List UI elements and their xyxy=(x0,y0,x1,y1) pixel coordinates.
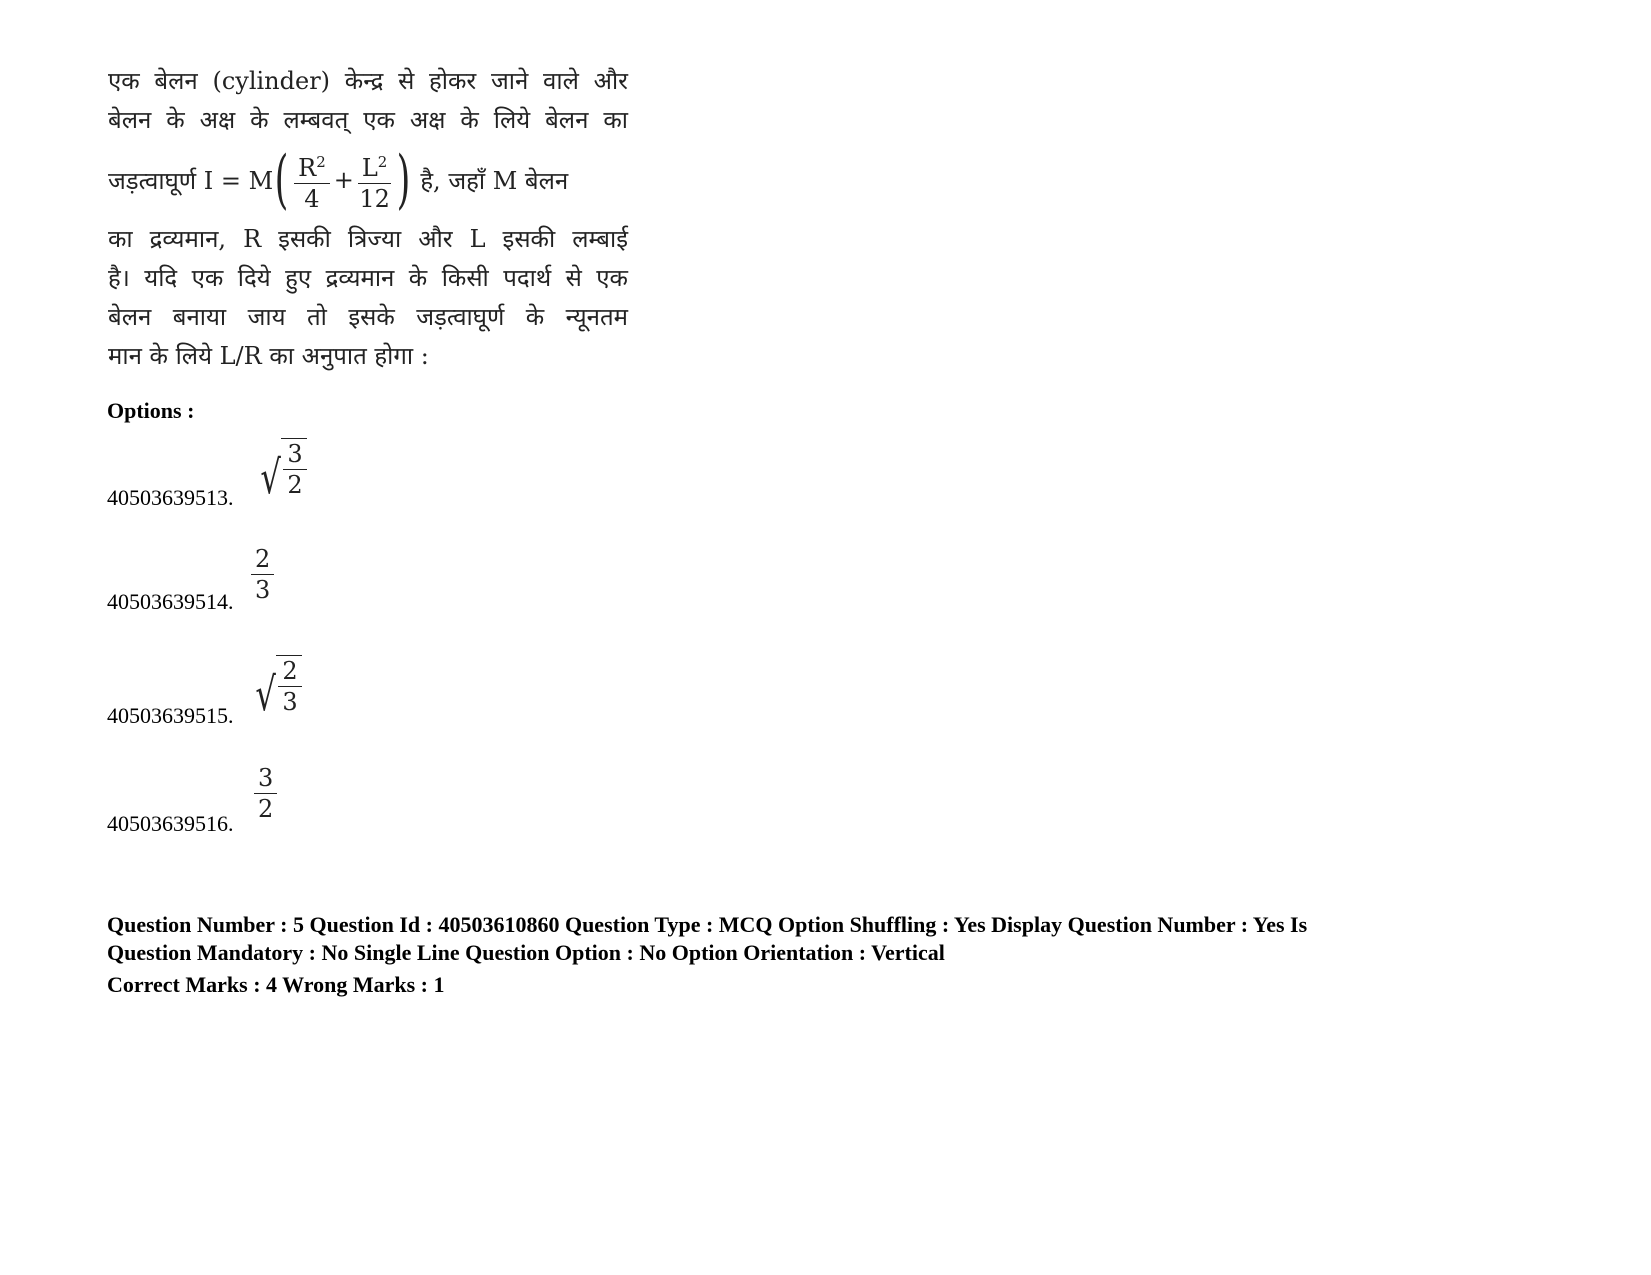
marks-info: Correct Marks : 4 Wrong Marks : 1 xyxy=(107,972,445,997)
question-line: का द्रव्यमान, R इसकी त्रिज्या और L इसकी लम्बाई xyxy=(108,225,628,253)
exponent: 2 xyxy=(316,152,326,171)
option-id: 40503639513. xyxy=(107,485,234,510)
option-id: 40503639515. xyxy=(107,703,234,728)
fraction-denominator: 3 xyxy=(255,576,271,604)
option-value-sqrt-fraction xyxy=(251,655,302,721)
question-meta-line: Question Number : 5 Question Id : 40503610860 Question Type : MCQ Option Shuffling : Yes Display Question Number : Yes Is xyxy=(107,912,1308,937)
question-line: बेलन के अक्ष के लम्बवत् एक अक्ष के लिये बेलन का xyxy=(108,106,628,134)
fraction-numerator: 2 xyxy=(251,544,274,575)
option-value-sqrt-fraction xyxy=(256,438,307,504)
question-meta xyxy=(107,911,1307,967)
fraction-denominator: 2 xyxy=(287,471,303,499)
option-id: 40503639516. xyxy=(107,811,234,836)
fraction-l2-over-12 xyxy=(358,147,391,214)
sqrt-icon: √ xyxy=(255,667,276,721)
option-value-fraction xyxy=(251,544,274,605)
question-line: एक बेलन (cylinder) केन्द्र से होकर जाने वाले और xyxy=(108,67,628,95)
fraction-denominator: 12 xyxy=(359,184,390,213)
fraction-r2-over-4 xyxy=(294,147,330,214)
right-paren: ) xyxy=(396,143,411,217)
exponent: 2 xyxy=(377,152,388,171)
left-paren: ( xyxy=(274,143,289,217)
options-label: Options : xyxy=(107,398,195,423)
question-line: बेलन बनाया जाय तो इसके जड़त्वाघूर्ण के न्यूनतम xyxy=(108,303,628,331)
fraction-numerator: 3 xyxy=(283,439,306,470)
question-line: मान के लिये L/R का अनुपात होगा : xyxy=(108,342,429,370)
fraction-numerator: 2 xyxy=(278,656,301,687)
question-meta-line: Question Mandatory : No Single Line Question Option : No Option Orientation : Vertical xyxy=(107,940,945,965)
plus-sign: + xyxy=(333,166,354,194)
fraction-denominator: 4 xyxy=(304,184,320,213)
formula-prefix: जड़त्वाघूर्ण I = M xyxy=(108,166,274,195)
question-text xyxy=(108,62,628,376)
fraction-numerator: L xyxy=(361,153,378,182)
question-line: है। यदि एक दिये हुए द्रव्यमान के किसी पदार्थ से एक xyxy=(108,264,628,292)
formula-suffix: है, जहाँ M बेलन xyxy=(420,166,569,195)
option-id: 40503639514. xyxy=(107,589,234,614)
fraction-denominator: 3 xyxy=(282,688,298,716)
fraction-numerator: R xyxy=(298,153,317,182)
sqrt-icon: √ xyxy=(260,450,281,504)
fraction-numerator: 3 xyxy=(254,763,277,794)
option-value-fraction xyxy=(254,763,277,824)
fraction-denominator: 2 xyxy=(258,795,274,823)
moment-of-inertia-formula xyxy=(108,140,628,220)
